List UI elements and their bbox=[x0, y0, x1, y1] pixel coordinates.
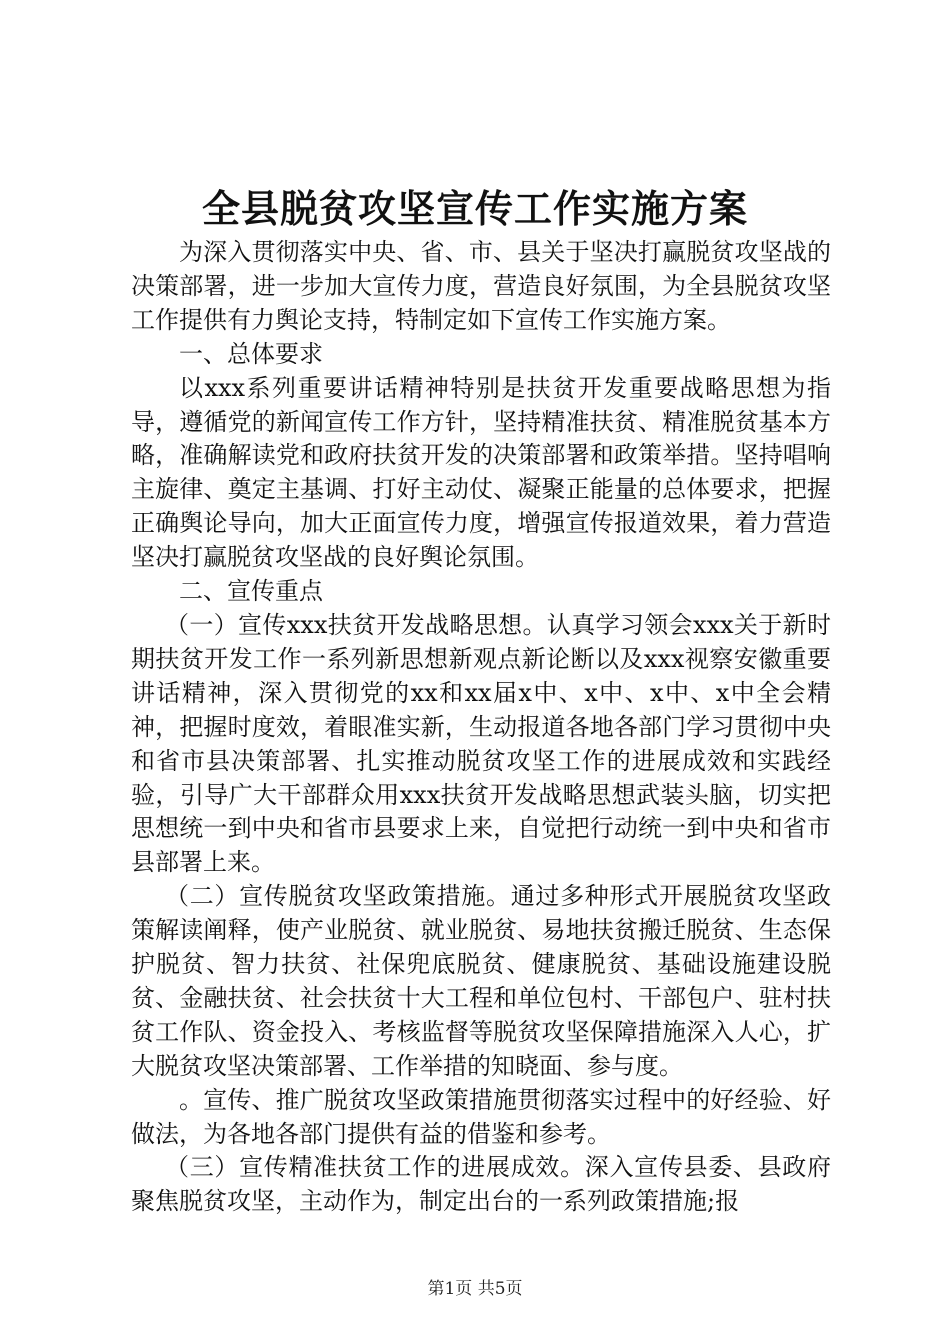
document-body bbox=[131, 236, 831, 1219]
section-heading-general-requirements: 一、总体要求 bbox=[179, 339, 323, 368]
section-heading-publicity-focus: 二、宣传重点 bbox=[179, 577, 323, 606]
focus-item-3-paragraph: （三）宣传精准扶贫工作的进展成效。深入宣传县委、县政府聚焦脱贫攻坚，主动作为，制定出台的一系列政策措施;报 bbox=[131, 1153, 831, 1216]
page-number-footer: 第1页 共5页 bbox=[427, 1279, 523, 1299]
intro-paragraph: 为深入贯彻落实中央、省、市、县关于坚决打赢脱贫攻坚战的决策部署，进一步加大宣传力度，营造良好氛围，为全县脱贫攻坚工作提供有力舆论支持，特制定如下宣传工作实施方案。 bbox=[131, 238, 831, 334]
focus-item-2-paragraph: （二）宣传脱贫攻坚政策措施。通过多种形式开展脱贫攻坚政策解读阐释，使产业脱贫、就业脱贫、易地扶贫搬迁脱贫、生态保护脱贫、智力扶贫、社保兜底脱贫、健康脱贫、基础设施建设脱贫、金融扶贫、社会扶贫十大工程和单位包村、干部包户、驻村扶贫工作队、资金投入、考核监督等脱贫攻坚保障措施深入人心，扩大脱贫攻坚决策部署、工作举措的知晓面、参与度。 bbox=[131, 882, 831, 1080]
page-title: 全县脱贫攻坚宣传工作实施方案 bbox=[201, 186, 748, 231]
general-requirements-paragraph: 以xxx系列重要讲话精神特别是扶贫开发重要战略思想为指导，遵循党的新闻宣传工作方针，坚持精准扶贫、精准脱贫基本方略，准确解读党和政府扶贫开发的决策部署和政策举措。坚持唱响主旋律、奠定主基调、打好主动仗、凝聚正能量的总体要求，把握正确舆论导向，加大正面宣传力度，增强宣传报道效果，着力营造坚决打赢脱贫攻坚战的良好舆论氛围。 bbox=[131, 373, 831, 572]
experience-paragraph: 。宣传、推广脱贫攻坚政策措施贯彻落实过程中的好经验、好做法，为各地各部门提供有益的借鉴和参考。 bbox=[131, 1085, 831, 1148]
focus-item-1-paragraph: （一）宣传xxx扶贫开发战略思想。认真学习领会xxx关于新时期扶贫开发工作一系列新思想新观点新论断以及xxx视察安徽重要讲话精神，深入贯彻党的xx和xx届x中、x中、x中、x中全会精神，把握时度效，着眼准实新，生动报道各地各部门学习贯彻中央和省市县决策部署、扎实推动脱贫攻坚工作的进展成效和实践经验，引导广大干部群众用xxx扶贫开发战略思想武装头脑，切实把思想统一到中央和省市县要求上来，自觉把行动统一到中央和省市县部署上来。 bbox=[131, 610, 831, 877]
